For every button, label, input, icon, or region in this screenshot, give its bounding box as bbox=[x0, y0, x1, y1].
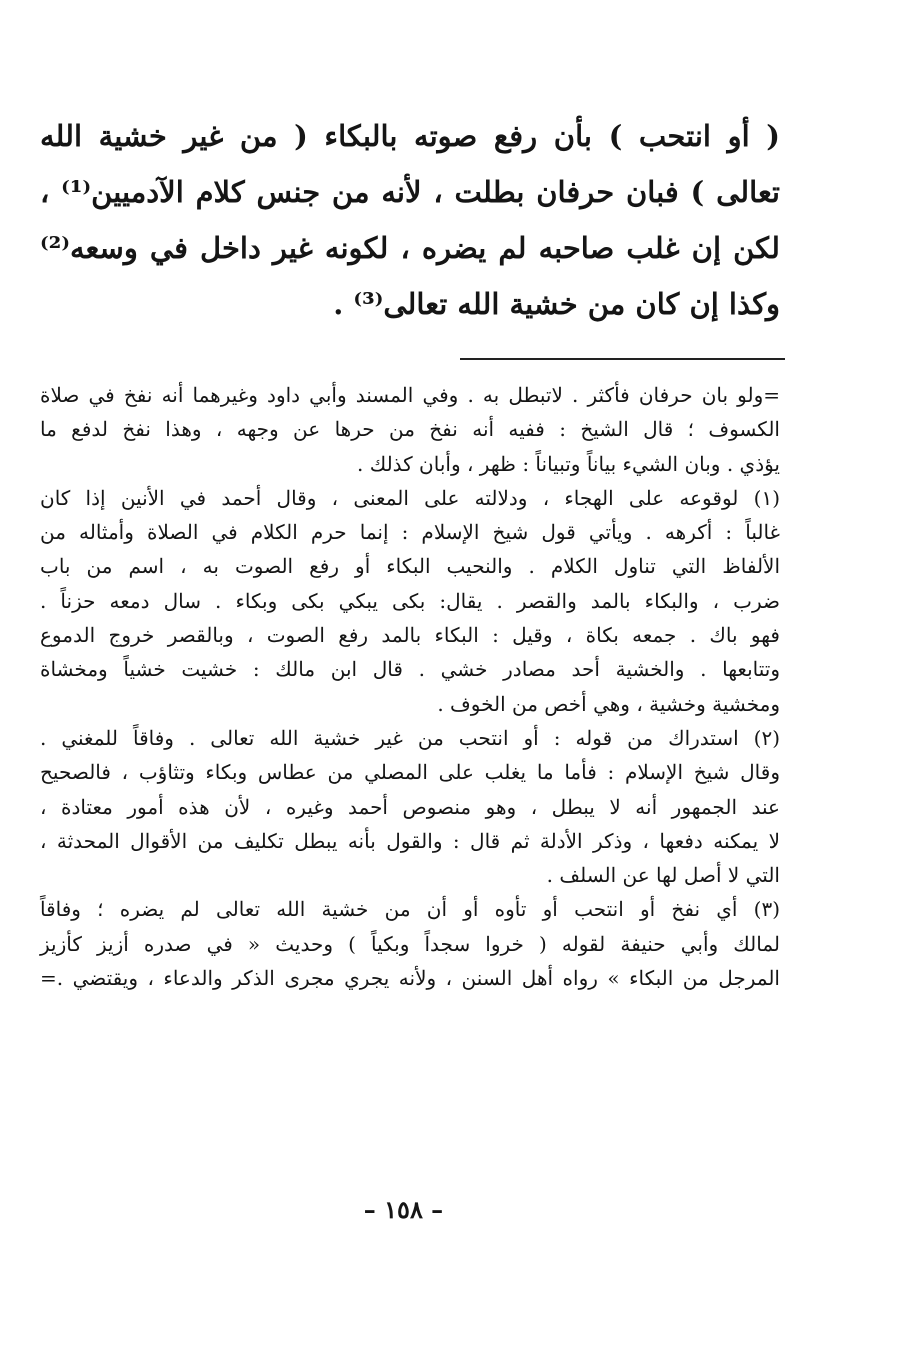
footnote-line: الكسوف ؛ قال الشيخ : ففيه أنه نفخ من حرها عن وجهه ، وهذا نفخ لدفع ما bbox=[40, 417, 780, 442]
footnote-line: ضرب ، والبكاء بالمد والقصر . يقال: بكى يبكي بكى وبكاء . سال دمعه حزناً . bbox=[40, 588, 780, 613]
footnote-line: ومخشية وخشية ، وهي أخص من الخوف . bbox=[437, 691, 780, 716]
footnote-line: =ولو بان حرفان فأكثر . لاتبطل به . وفي المسند وأبي داود وغيرهما أنه نفخ في صلاة bbox=[40, 383, 780, 407]
footnote-line: الألفاظ التي تناول الكلام . والنحيب البكاء أو رفع الصوت به ، اسم من باب bbox=[40, 554, 780, 579]
footnote-line: (٢) استدراك من قوله : أو انتحب من غير خشية الله تعالى . وفاقاً للمغني . bbox=[40, 725, 780, 750]
main-text-line: ( أو انتحب ) بأن رفع صوته بالبكاء ( من غير خشية الله bbox=[40, 119, 780, 153]
footnotes-block bbox=[40, 378, 780, 995]
footnote-line: لا يمكنه دفعها ، وذكر الأدلة ثم قال : والقول بأنه يبطل تكليف من الأقوال المحدثة ، bbox=[40, 828, 780, 853]
main-text-line: لكن إن غلب صاحبه لم يضره ، لكونه غير داخل في وسعه⁽²⁾ bbox=[40, 231, 780, 265]
main-text-line: تعالى ) فبان حرفان بطلت ، لأنه من جنس كلام الآدميين⁽¹⁾ ، bbox=[40, 175, 780, 209]
main-text-block bbox=[40, 108, 780, 332]
footnote-line: غالباً : أكرهه . ويأتي قول شيخ الإسلام : إنما حرم الكلام في الصلاة وأمثاله من bbox=[40, 520, 780, 545]
footnote-line: يؤذي . وبان الشيء بياناً وتبياناً : ظهر ، وأبان كذلك . bbox=[357, 451, 780, 476]
footnote-line: عند الجمهور أنه لا يبطل ، وهو منصوص أحمد وغيره ، لأن هذه أمور معتادة ، bbox=[40, 794, 780, 819]
footnote-line: وتتابعها . والخشية أحد مصادر خشي . قال ابن مالك : خشيت خشياً ومخشاة bbox=[40, 657, 780, 682]
footnote-line: المرجل من البكاء » رواه أهل السنن ، ولأنه يجري مجرى الذكر والدعاء ، ويقتضي .= bbox=[40, 966, 780, 991]
footnote-line: وقال شيخ الإسلام : فأما ما يغلب على المصلي من عطاس وبكاء وتثاؤب ، فالصحيح bbox=[40, 760, 780, 785]
footnote-line: (٣) أي نفخ أو انتحب أو تأوه أو أن من خشية الله تعالى لم يضره ؛ وفاقاً bbox=[40, 897, 780, 922]
page-number: – ١٥٨ – bbox=[363, 1195, 444, 1224]
footnote-line: التي لا أصل لها عن السلف . bbox=[546, 863, 780, 888]
main-text-line: وكذا إن كان من خشية الله تعالى⁽³⁾ . bbox=[333, 287, 780, 321]
footnote-line: لمالك وأبي حنيفة لقوله ( خروا سجداً وبكياً ) وحديث « في صدره أزيز كأزيز bbox=[40, 931, 780, 956]
footnote-divider bbox=[460, 358, 785, 360]
footnote-line: فهو باك . جمعه بكاة ، وقيل : البكاء بالمد رفع الصوت ، وبالقصر خروج الدموع bbox=[40, 623, 780, 648]
footnote-line: (١) لوقوعه على الهجاء ، ودلالته على المعنى ، وقال أحمد في الأنين إذا كان bbox=[40, 485, 780, 510]
